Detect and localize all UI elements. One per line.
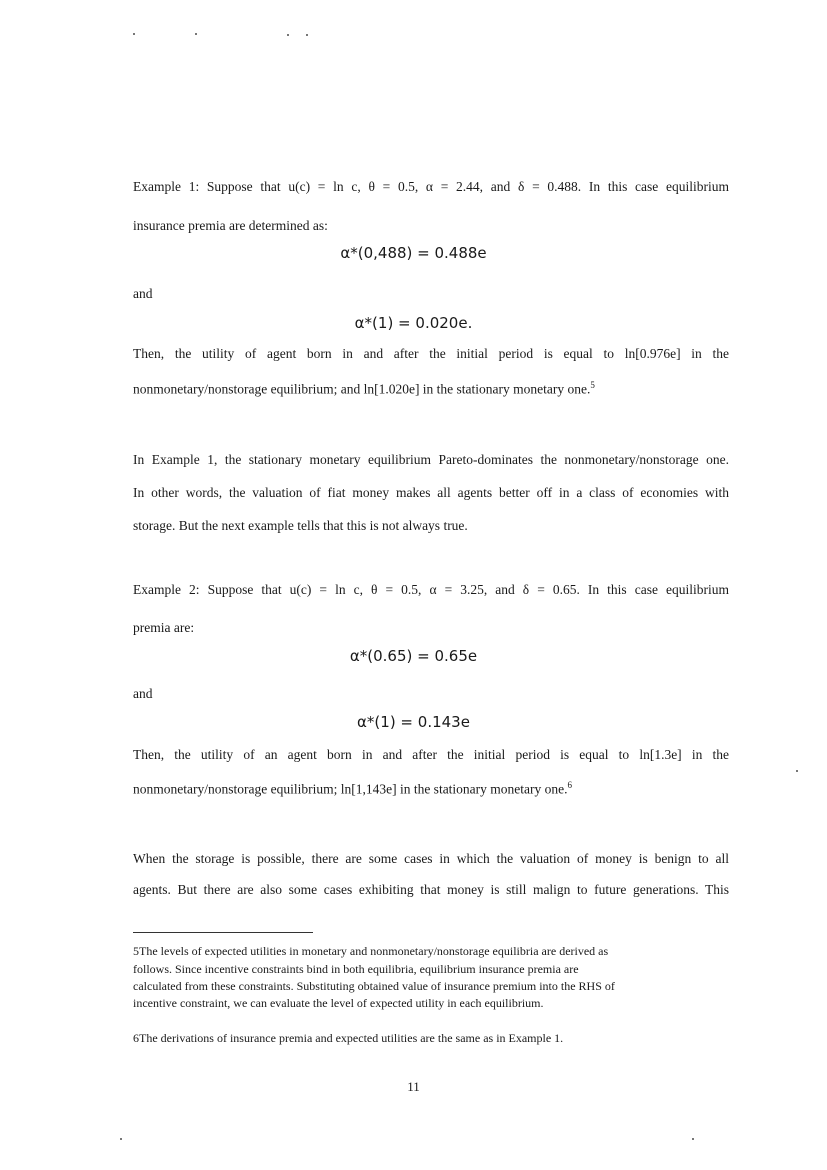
example1-then-line2 (133, 381, 729, 396)
example1-then-line2-text: nonmonetary/nonstorage equilibrium; and ln[1.020e] in the stationary monetary one. (133, 381, 591, 397)
footnote6: 6The derivations of insurance premia and expected utilities are the same as in Example 1. (133, 1031, 564, 1045)
scan-speck (195, 33, 197, 35)
example1-equation1: α*(0,488) = 0.488e (340, 244, 487, 262)
example1-then-line1: Then, the utility of agent born in and after the initial period is equal to ln[0.976e] in the (133, 346, 729, 361)
paragraph2-line2: agents. But there are also some cases exhibiting that money is still malign to future generations. This (133, 882, 729, 897)
example1-and: and (133, 286, 153, 301)
example1-line1: Example 1: Suppose that u(c) = ln c, θ = 0.5, α = 2.44, and δ = 0.488. In this case equilibrium (133, 179, 729, 194)
footnote-ref-6: 6 (567, 780, 573, 790)
scan-speck (796, 770, 798, 772)
example2-line1: Example 2: Suppose that u(c) = ln c, θ = 0.5, α = 3.25, and δ = 0.65. In this case equilibrium (133, 582, 729, 597)
footnote5-line1: 5The levels of expected utilities in monetary and nonmonetary/nonstorage equilibria are derived as (133, 944, 609, 958)
scan-speck (692, 1138, 694, 1140)
paragraph1-line3: storage. But the next example tells that this is not always true. (133, 518, 468, 533)
paragraph1-line2: In other words, the valuation of fiat money makes all agents better off in a class of economies with (133, 485, 729, 500)
scan-speck (120, 1138, 122, 1140)
example2-line2: premia are: (133, 620, 195, 635)
example2-and: and (133, 686, 153, 701)
footnote-ref-5: 5 (590, 380, 595, 390)
example2-then-line1: Then, the utility of an agent born in and after the initial period is equal to ln[1.3e] in the (133, 747, 729, 762)
example2-then-line2-text: nonmonetary/nonstorage equilibrium; ln[1,143e] in the stationary monetary one. (133, 781, 568, 797)
example2-then-line2 (133, 781, 729, 796)
paragraph1-line1: In Example 1, the stationary monetary equilibrium Pareto-dominates the nonmonetary/nonstorage one. (133, 452, 729, 467)
example2-equation1: α*(0.65) = 0.65e (349, 647, 478, 665)
example2-equation2: α*(1) = 0.143e (357, 713, 470, 731)
scan-speck (133, 33, 135, 35)
footnote5-line4: incentive constraint, we can evaluate the level of expected utility in each equilibrium. (133, 996, 544, 1010)
footnote5-line2: follows. Since incentive constraints bind in both equilibria, equilibrium insurance premia are (133, 962, 579, 976)
paragraph2-line1: When the storage is possible, there are some cases in which the valuation of money is benign to all (133, 851, 729, 866)
footnote5-line3: calculated from these constraints. Substituting obtained value of insurance premium into the RHS of (133, 979, 615, 993)
page-number: 11 (407, 1079, 420, 1094)
example1-equation2: α*(1) = 0.020e. (354, 314, 473, 332)
example1-line2: insurance premia are determined as: (133, 218, 328, 233)
scan-speck (287, 34, 289, 36)
scan-speck (306, 34, 308, 36)
footnote-rule (133, 932, 313, 933)
